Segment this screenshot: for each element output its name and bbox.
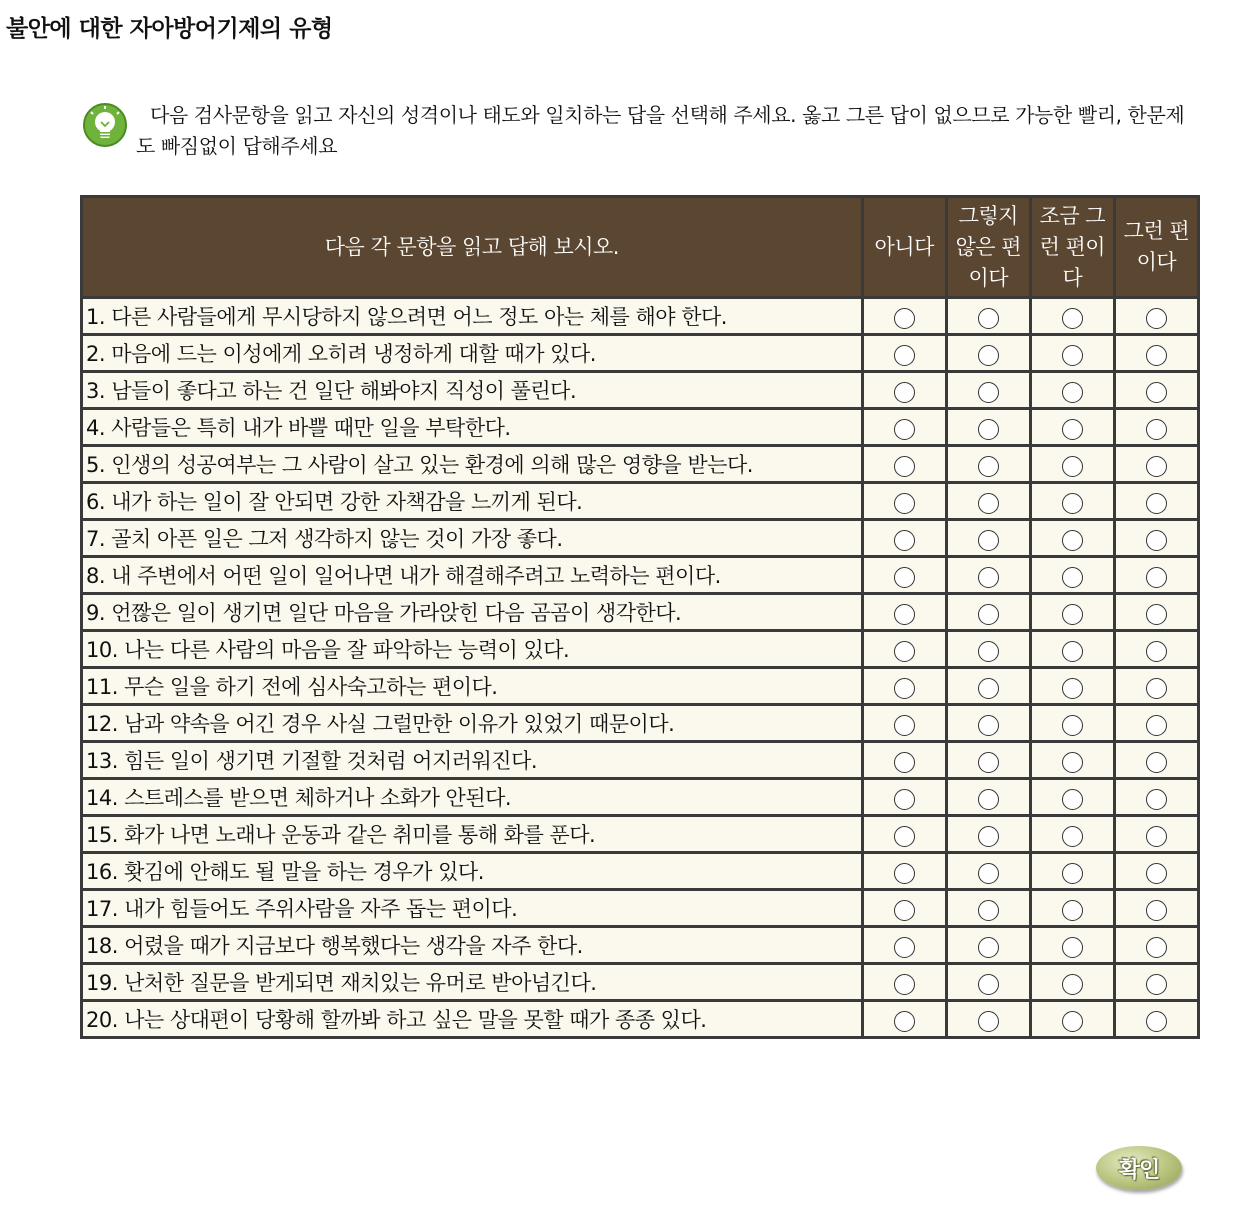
answer-cell bbox=[862, 853, 946, 890]
answer-radio[interactable] bbox=[978, 641, 999, 662]
answer-cell bbox=[946, 964, 1030, 1001]
answer-cell bbox=[1030, 520, 1114, 557]
answer-cell bbox=[862, 816, 946, 853]
answer-radio[interactable] bbox=[1062, 308, 1083, 329]
answer-radio[interactable] bbox=[1062, 493, 1083, 514]
answer-cell bbox=[1114, 631, 1198, 668]
answer-radio[interactable] bbox=[1146, 678, 1167, 699]
answer-radio[interactable] bbox=[1062, 530, 1083, 551]
question-column-header: 다음 각 문항을 읽고 답해 보시오. bbox=[82, 197, 863, 298]
instructions-text: 다음 검사문항을 읽고 자신의 성격이나 태도와 일치하는 답을 선택해 주세요. 옳고 그른 답이 없으므로 가능한 빨리, 한문제도 빠짐없이 답해주세요 bbox=[136, 103, 1185, 158]
question-row bbox=[82, 594, 1199, 631]
answer-radio[interactable] bbox=[1062, 863, 1083, 884]
answer-radio[interactable] bbox=[978, 900, 999, 921]
answer-radio[interactable] bbox=[894, 863, 915, 884]
answer-radio[interactable] bbox=[1146, 419, 1167, 440]
answer-radio[interactable] bbox=[978, 752, 999, 773]
option-header-somewhat-no: 그렇지 않은 편이다 bbox=[946, 197, 1030, 298]
answer-radio[interactable] bbox=[1146, 530, 1167, 551]
question-text: 3. 남들이 좋다고 하는 건 일단 해봐야지 직성이 풀린다. bbox=[82, 372, 863, 409]
page-title: 불안에 대한 자아방어기제의 유형 bbox=[6, 16, 333, 42]
question-row bbox=[82, 335, 1199, 372]
answer-cell bbox=[1114, 964, 1198, 1001]
answer-radio[interactable] bbox=[978, 604, 999, 625]
answer-cell bbox=[1030, 853, 1114, 890]
question-text: 6. 내가 하는 일이 잘 안되면 강한 자책감을 느끼게 된다. bbox=[82, 483, 863, 520]
question-row bbox=[82, 853, 1199, 890]
answer-radio[interactable] bbox=[894, 641, 915, 662]
answer-radio[interactable] bbox=[894, 308, 915, 329]
answer-radio[interactable] bbox=[894, 382, 915, 403]
answer-cell bbox=[1114, 779, 1198, 816]
answer-cell bbox=[946, 483, 1030, 520]
question-row bbox=[82, 964, 1199, 1001]
question-row bbox=[82, 668, 1199, 705]
question-text: 9. 언짢은 일이 생기면 일단 마음을 가라앉힌 다음 곰곰이 생각한다. bbox=[82, 594, 863, 631]
question-text: 13. 힘든 일이 생기면 기절할 것처럼 어지러워진다. bbox=[82, 742, 863, 779]
answer-cell bbox=[1030, 335, 1114, 372]
answer-radio[interactable] bbox=[894, 604, 915, 625]
question-row bbox=[82, 927, 1199, 964]
answer-cell bbox=[1114, 446, 1198, 483]
question-row bbox=[82, 742, 1199, 779]
answer-radio[interactable] bbox=[978, 789, 999, 810]
question-row bbox=[82, 372, 1199, 409]
question-row bbox=[82, 705, 1199, 742]
answer-radio[interactable] bbox=[1062, 715, 1083, 736]
answer-radio[interactable] bbox=[1062, 382, 1083, 403]
answer-cell bbox=[1114, 520, 1198, 557]
question-text: 11. 무슨 일을 하기 전에 심사숙고하는 편이다. bbox=[82, 668, 863, 705]
answer-radio[interactable] bbox=[1146, 789, 1167, 810]
answer-radio[interactable] bbox=[978, 456, 999, 477]
answer-cell bbox=[946, 890, 1030, 927]
answer-radio[interactable] bbox=[894, 974, 915, 995]
answer-radio[interactable] bbox=[1146, 1011, 1167, 1032]
answer-radio[interactable] bbox=[978, 530, 999, 551]
confirm-button[interactable] bbox=[1096, 1146, 1182, 1190]
question-text: 15. 화가 나면 노래나 운동과 같은 취미를 통해 화를 푼다. bbox=[82, 816, 863, 853]
answer-cell bbox=[946, 816, 1030, 853]
answer-radio[interactable] bbox=[978, 1011, 999, 1032]
answer-cell bbox=[946, 298, 1030, 335]
answer-cell bbox=[946, 705, 1030, 742]
answer-cell bbox=[862, 927, 946, 964]
answer-radio[interactable] bbox=[1146, 382, 1167, 403]
answer-cell bbox=[1030, 705, 1114, 742]
answer-cell bbox=[1114, 409, 1198, 446]
answer-cell bbox=[1030, 1001, 1114, 1038]
answer-cell bbox=[1114, 668, 1198, 705]
question-text: 18. 어렸을 때가 지금보다 행복했다는 생각을 자주 한다. bbox=[82, 927, 863, 964]
answer-radio[interactable] bbox=[894, 345, 915, 366]
answer-cell bbox=[862, 372, 946, 409]
answer-cell bbox=[1114, 557, 1198, 594]
answer-cell bbox=[946, 853, 1030, 890]
option-header-no: 아니다 bbox=[862, 197, 946, 298]
answer-cell bbox=[862, 594, 946, 631]
answer-cell bbox=[1030, 816, 1114, 853]
answer-radio[interactable] bbox=[1146, 493, 1167, 514]
question-text: 17. 내가 힘들어도 주위사람을 자주 돕는 편이다. bbox=[82, 890, 863, 927]
answer-radio[interactable] bbox=[1062, 641, 1083, 662]
answer-cell bbox=[946, 409, 1030, 446]
answer-cell bbox=[862, 964, 946, 1001]
answer-radio[interactable] bbox=[1146, 567, 1167, 588]
question-text: 7. 골치 아픈 일은 그저 생각하지 않는 것이 가장 좋다. bbox=[82, 520, 863, 557]
answer-cell bbox=[1030, 927, 1114, 964]
answer-radio[interactable] bbox=[894, 419, 915, 440]
answer-radio[interactable] bbox=[978, 715, 999, 736]
survey-body bbox=[82, 298, 1199, 1038]
question-row bbox=[82, 631, 1199, 668]
answer-cell bbox=[1030, 742, 1114, 779]
answer-cell bbox=[946, 520, 1030, 557]
answer-radio[interactable] bbox=[894, 789, 915, 810]
answer-radio[interactable] bbox=[1146, 900, 1167, 921]
answer-radio[interactable] bbox=[1146, 715, 1167, 736]
answer-radio[interactable] bbox=[1146, 863, 1167, 884]
answer-cell bbox=[1030, 298, 1114, 335]
answer-cell bbox=[1030, 779, 1114, 816]
option-header-yes: 그런 편이다 bbox=[1114, 197, 1198, 298]
answer-radio[interactable] bbox=[1146, 752, 1167, 773]
answer-cell bbox=[946, 594, 1030, 631]
answer-radio[interactable] bbox=[978, 678, 999, 699]
answer-radio[interactable] bbox=[894, 678, 915, 699]
answer-cell bbox=[1030, 631, 1114, 668]
answer-radio[interactable] bbox=[1146, 345, 1167, 366]
answer-cell bbox=[862, 631, 946, 668]
answer-cell bbox=[862, 520, 946, 557]
question-text: 14. 스트레스를 받으면 체하거나 소화가 안된다. bbox=[82, 779, 863, 816]
answer-cell bbox=[1114, 335, 1198, 372]
question-text: 2. 마음에 드는 이성에게 오히려 냉정하게 대할 때가 있다. bbox=[82, 335, 863, 372]
question-text: 1. 다른 사람들에게 무시당하지 않으려면 어느 정도 아는 체를 해야 한다. bbox=[82, 298, 863, 335]
answer-cell bbox=[1114, 816, 1198, 853]
answer-cell bbox=[1030, 409, 1114, 446]
answer-cell bbox=[946, 668, 1030, 705]
answer-cell bbox=[1114, 298, 1198, 335]
answer-cell bbox=[1114, 853, 1198, 890]
answer-cell bbox=[862, 890, 946, 927]
question-text: 19. 난처한 질문을 받게되면 재치있는 유머로 받아넘긴다. bbox=[82, 964, 863, 1001]
answer-radio[interactable] bbox=[1062, 419, 1083, 440]
question-row bbox=[82, 557, 1199, 594]
answer-cell bbox=[862, 335, 946, 372]
option-header-somewhat-yes: 조금 그런 편이다 bbox=[1030, 197, 1114, 298]
answer-radio[interactable] bbox=[894, 530, 915, 551]
answer-radio[interactable] bbox=[978, 382, 999, 403]
answer-cell bbox=[946, 446, 1030, 483]
answer-cell bbox=[862, 1001, 946, 1038]
answer-radio[interactable] bbox=[894, 826, 915, 847]
answer-radio[interactable] bbox=[1062, 678, 1083, 699]
answer-radio[interactable] bbox=[894, 937, 915, 958]
answer-cell bbox=[862, 705, 946, 742]
question-text: 10. 나는 다른 사람의 마음을 잘 파악하는 능력이 있다. bbox=[82, 631, 863, 668]
answer-cell bbox=[1114, 594, 1198, 631]
answer-radio[interactable] bbox=[1062, 1011, 1083, 1032]
answer-cell bbox=[1030, 594, 1114, 631]
answer-cell bbox=[862, 557, 946, 594]
answer-radio[interactable] bbox=[1062, 604, 1083, 625]
answer-cell bbox=[1030, 668, 1114, 705]
answer-radio[interactable] bbox=[1146, 974, 1167, 995]
question-row bbox=[82, 520, 1199, 557]
question-row bbox=[82, 890, 1199, 927]
answer-radio[interactable] bbox=[978, 567, 999, 588]
question-text: 4. 사람들은 특히 내가 바쁠 때만 일을 부탁한다. bbox=[82, 409, 863, 446]
answer-cell bbox=[1114, 372, 1198, 409]
answer-cell bbox=[946, 779, 1030, 816]
answer-radio[interactable] bbox=[1062, 826, 1083, 847]
question-row bbox=[82, 298, 1199, 335]
question-text: 20. 나는 상대편이 당황해 할까봐 하고 싶은 말을 못할 때가 종종 있다. bbox=[82, 1001, 863, 1038]
question-row bbox=[82, 409, 1199, 446]
answer-cell bbox=[862, 409, 946, 446]
question-row bbox=[82, 446, 1199, 483]
answer-radio[interactable] bbox=[894, 493, 915, 514]
answer-cell bbox=[946, 557, 1030, 594]
answer-radio[interactable] bbox=[1062, 789, 1083, 810]
question-text: 12. 남과 약속을 어긴 경우 사실 그럴만한 이유가 있었기 때문이다. bbox=[82, 705, 863, 742]
answer-radio[interactable] bbox=[978, 493, 999, 514]
answer-cell bbox=[946, 372, 1030, 409]
question-text: 5. 인생의 성공여부는 그 사람이 살고 있는 환경에 의해 많은 영향을 받는다. bbox=[82, 446, 863, 483]
answer-cell bbox=[946, 742, 1030, 779]
answer-radio[interactable] bbox=[1146, 308, 1167, 329]
answer-cell bbox=[1030, 557, 1114, 594]
answer-cell bbox=[862, 742, 946, 779]
answer-radio[interactable] bbox=[978, 937, 999, 958]
confirm-button-label: 확인 bbox=[1118, 1157, 1160, 1183]
answer-radio[interactable] bbox=[1146, 826, 1167, 847]
answer-radio[interactable] bbox=[1062, 937, 1083, 958]
answer-cell bbox=[1114, 927, 1198, 964]
question-row bbox=[82, 483, 1199, 520]
answer-cell bbox=[1030, 446, 1114, 483]
lightbulb-icon bbox=[82, 102, 128, 148]
answer-radio[interactable] bbox=[894, 1011, 915, 1032]
answer-radio[interactable] bbox=[894, 752, 915, 773]
answer-cell bbox=[946, 1001, 1030, 1038]
answer-radio[interactable] bbox=[978, 974, 999, 995]
header-row bbox=[82, 197, 1199, 298]
answer-radio[interactable] bbox=[1062, 345, 1083, 366]
answer-cell bbox=[946, 631, 1030, 668]
answer-cell bbox=[1030, 483, 1114, 520]
answer-radio[interactable] bbox=[894, 715, 915, 736]
answer-cell bbox=[1030, 372, 1114, 409]
question-row bbox=[82, 816, 1199, 853]
answer-radio[interactable] bbox=[978, 419, 999, 440]
answer-cell bbox=[862, 446, 946, 483]
question-row bbox=[82, 1001, 1199, 1038]
instructions bbox=[82, 100, 1202, 162]
answer-radio[interactable] bbox=[1062, 567, 1083, 588]
question-text: 8. 내 주변에서 어떤 일이 일어나면 내가 해결해주려고 노력하는 편이다. bbox=[82, 557, 863, 594]
answer-radio[interactable] bbox=[894, 900, 915, 921]
answer-cell bbox=[1114, 890, 1198, 927]
answer-radio[interactable] bbox=[1062, 900, 1083, 921]
answer-radio[interactable] bbox=[978, 863, 999, 884]
answer-radio[interactable] bbox=[894, 567, 915, 588]
answer-cell bbox=[1114, 1001, 1198, 1038]
question-row bbox=[82, 779, 1199, 816]
answer-cell bbox=[862, 298, 946, 335]
answer-cell bbox=[946, 335, 1030, 372]
answer-cell bbox=[1030, 890, 1114, 927]
answer-radio[interactable] bbox=[1146, 641, 1167, 662]
question-text: 16. 홧김에 안해도 될 말을 하는 경우가 있다. bbox=[82, 853, 863, 890]
answer-radio[interactable] bbox=[1062, 752, 1083, 773]
survey-table bbox=[80, 195, 1200, 1039]
answer-radio[interactable] bbox=[978, 345, 999, 366]
answer-cell bbox=[862, 779, 946, 816]
answer-cell bbox=[1114, 705, 1198, 742]
answer-radio[interactable] bbox=[978, 826, 999, 847]
answer-radio[interactable] bbox=[1062, 974, 1083, 995]
answer-radio[interactable] bbox=[1146, 937, 1167, 958]
answer-radio[interactable] bbox=[894, 456, 915, 477]
answer-cell bbox=[862, 483, 946, 520]
answer-cell bbox=[1030, 964, 1114, 1001]
answer-cell bbox=[862, 668, 946, 705]
answer-cell bbox=[946, 927, 1030, 964]
answer-radio[interactable] bbox=[1062, 456, 1083, 477]
answer-radio[interactable] bbox=[1146, 604, 1167, 625]
answer-cell bbox=[1114, 483, 1198, 520]
answer-radio[interactable] bbox=[1146, 456, 1167, 477]
answer-radio[interactable] bbox=[978, 308, 999, 329]
answer-cell bbox=[1114, 742, 1198, 779]
